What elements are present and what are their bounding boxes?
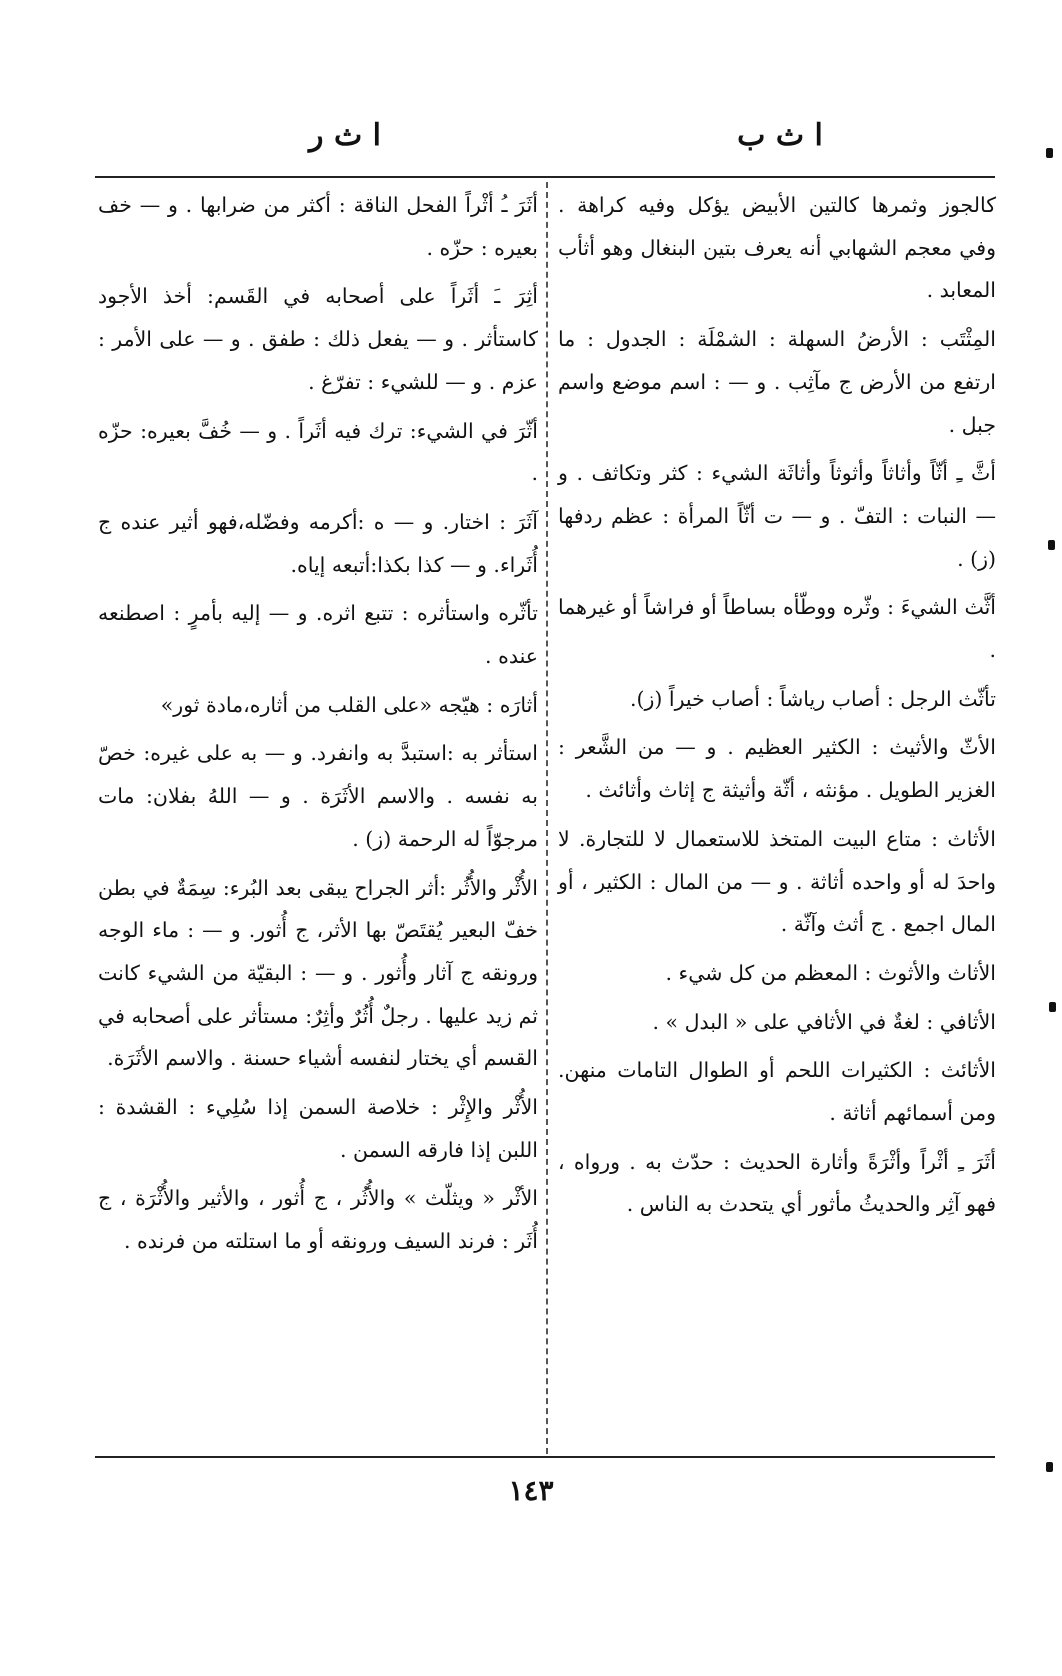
dictionary-entry: تأثّث الرجل : أصاب رياشاً : أصاب خيراً (ز). (629, 686, 996, 711)
dictionary-entry: أثّرَ في الشيء: ترك فيه أثَراً . و — خُفَّ بعيره: حزّه . (98, 418, 538, 486)
left-column-header: ا ث ر (309, 118, 381, 153)
margin-mark (1049, 1002, 1056, 1012)
margin-mark (1046, 148, 1053, 158)
margin-mark (1046, 1462, 1053, 1472)
dictionary-entry: كالجوز وثمرها كالتين الأبيض يؤكل وفيه كراهة . وفي معجم الشهابي أنه يعرف بتين البنغال وهو أثأب المعابد . (558, 193, 996, 303)
dictionary-entry: الأثْر « ويثلّث » والأُثُر ، ج أُثور ، والأثير والأُثْرَة ، ج أُثَر : فرند السيف ورونقه أو ما استلته من فرنده . (98, 1186, 538, 1254)
dictionary-entry: أثَّ ـِ أثّاً وأثاثاً وأثوثاً وأثاثَة الشيء : كثر وتكاثف . و — النبات : التفّ . و — ت أثّاً المرأة : عظم ردفها (ز) . (558, 461, 996, 571)
dictionary-entry: الأُثْر والأُثُر :أثر الجراح يبقى بعد البُرء: سِمَةٌ في بطن خفّ البعير يُقتَصّ بها الأثر، ج أُثور. و — : ماء الوجه ورونقه ج آثار وأُثور . و — : البقيّة من الشيء كانت ثم زيد عليها . رجلٌ أُثُرٌ وأثِرٌ: مستأثر على أصحابه في القسم أي يختار لنفسه أشياء حسنة . والاسم الأثَرَة. (98, 875, 538, 1071)
dictionary-entry: الأثّ والأثيث : الكثير العظيم . و — من الشَّعر : الغزير الطويل . مؤنثه ، أثّة وأثيثة ج إثاث وأثائث . (558, 735, 996, 803)
top-rule (95, 176, 995, 178)
page-number: ١٤٣ (508, 1474, 554, 1507)
dictionary-entry: أثِرَ ـَ أثَراً على أصحابه في القَسم: أخذ الأجود كاستأثر . و — يفعل ذلك : طفق . و — على الأمر : عزم . و — للشيء : تفرّغ . (98, 284, 538, 394)
dictionary-entry: الأثاث والأثوث : المعظم من كل شيء . (665, 960, 996, 985)
dictionary-entry: أثَرَ ـُ أثْراً الفحل الناقة : أكثر من ضرابها . و — خف بعيره : حزّه . (98, 193, 538, 260)
bottom-rule (95, 1456, 995, 1458)
dictionary-entry: أثارَه : هيّجه «على القلب من أثاره،مادة ثور» (160, 692, 538, 717)
dictionary-entry: استأثر به :استبدَّ به وانفرد. و — به على غيره: خصّ به نفسه . والاسم الأثَرَة . و — اللهُ بفلان: مات مرجوّاً له الرحمة (ز) . (98, 741, 538, 851)
dictionary-entry: الأثاث : متاع البيت المتخذ للاستعمال لا للتجارة. لا واحدَ له أو واحده أثاثة . و — من المال : الكثير ، أو المال اجمع . ج أثث وآثّة . (558, 826, 996, 937)
column-divider (546, 182, 548, 1454)
dictionary-entry: أثَرَ ـِ أثْراً وأثْرَةً وأثارة الحديث : حدّث به . ورواه ، فهو آثِر والحديثُ مأثور أي يتحدث به الناس . (558, 1149, 996, 1217)
dictionary-entry: آثَرَ : اختار. و — ه :أكرمه وفضّله،فهو أثير عنده ج أُثَراء. و — كذا بكذا:أتبعه إياه. (98, 509, 538, 577)
dictionary-entry: الأُثْر والإِثْر : خلاصة السمن إذا سُلِيء : القشدة : اللبن إذا فارقه السمن . (98, 1095, 538, 1162)
left-column (98, 184, 538, 1263)
dictionary-entry: تأثّره واستأثره : تتبع اثره. و — إليه بأمرٍ : اصطنعه عنده . (98, 601, 538, 669)
dictionary-entry: المِثْتَب : الأرضُ السهلة : الشمْلَة : الجدول : ما ارتفع من الأرض ج مآثِب . و — : اسم موضع واسم جبل . (558, 327, 996, 437)
right-column-header: ا ث ب (737, 118, 823, 153)
dictionary-entry: الأثافي : لغةٌ في الأثافي على « البدل » . (652, 1009, 996, 1034)
margin-mark (1048, 540, 1055, 550)
right-column (558, 184, 996, 1226)
dictionary-entry: أثَّث الشيءَ : وثّره ووطّأه بساطاً أو فراشاً أو غيرهما . (558, 595, 996, 663)
dictionary-entry: الأثائث : الكثيرات اللحم أو الطوال التامات منهن. ومن أسمائهم أثاثة . (558, 1058, 996, 1126)
